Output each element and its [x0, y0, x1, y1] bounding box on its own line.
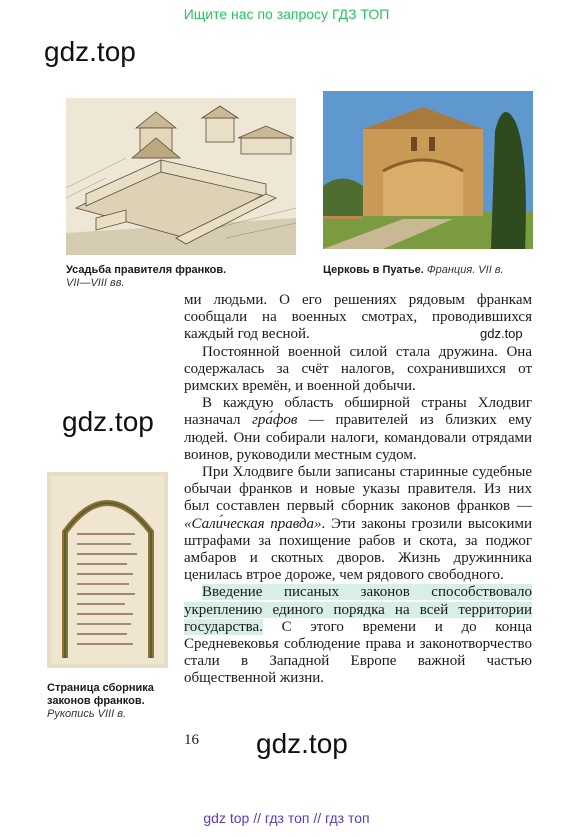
footer-links[interactable]: gdz top // гдз топ // гдз топ	[203, 810, 370, 826]
estate-caption	[66, 264, 306, 290]
paragraph-4-end: . Эти законы грозили высокими штрафами за похищение рабов и скота, за поджог амбаров и скотных дворов. Жизнь дружинника ценилась втрое дороже, чем рядового свободного.	[184, 515, 532, 584]
term-salic-law: «Сали́ческая правда»	[184, 515, 322, 532]
watermark-small: gdz.top	[480, 326, 523, 341]
paragraph-3	[184, 395, 532, 464]
term-grafy: гра́фов	[252, 412, 298, 429]
paragraph-4	[184, 464, 532, 584]
paragraph-2: Постоянной военной силой стала дружина. Она содержалась за счёт налогов, сохранившихся от римских времён, и военной добычи.	[184, 343, 532, 395]
manuscript-caption-date: Рукопись VIII в.	[47, 708, 127, 720]
watermark: gdz.top	[62, 406, 154, 437]
paragraph-5-end: С этого времени и до конца Средневековья соблюдение права и законотворчество стали в Западной Европе важной частью общественной жизни.	[184, 618, 532, 687]
highlighted-statement: Введение писаных законов способствовало укреплению единого порядка на всей территории государства.	[184, 584, 532, 635]
church-caption-title: Церковь в Пуатье.	[323, 264, 424, 276]
top-banner[interactable]: Ищите нас по запросу ГДЗ ТОП	[183, 6, 390, 22]
estate-illustration	[66, 98, 296, 255]
church-photo	[323, 91, 533, 249]
paragraph-5	[184, 584, 532, 687]
estate-caption-title: Усадьба правителя франков.	[66, 264, 227, 276]
paragraph-4-start: При Хлодвиге были записаны старинные судебные обычаи франков и новые указы правителя. Из них был составлен первый сборник законов франков —	[184, 464, 532, 515]
page-number: 16	[184, 732, 199, 748]
church-caption-date: Франция. VII в.	[426, 264, 504, 276]
paragraph-3-start: В каждую область обширной страны Хлодвиг назначал	[184, 395, 532, 429]
main-text	[184, 292, 532, 688]
manuscript-caption-title1: Страница сборника	[47, 682, 154, 694]
church-caption	[323, 264, 553, 277]
watermark: gdz.top	[256, 728, 348, 759]
estate-caption-date: VII—VIII вв.	[66, 277, 125, 289]
paragraph-1: ми людьми. О его решениях рядовым франкам сообщали на военных смотрах, проводившихся каждый год весной.	[184, 292, 532, 343]
manuscript-caption	[47, 682, 187, 721]
paragraph-3-end: — правителей из близких ему людей. Они собирали налоги, командовали отрядами воинов, руководили местным судом.	[184, 412, 532, 463]
manuscript-caption-title2: законов франков.	[47, 695, 145, 707]
watermark: gdz.top	[44, 36, 136, 67]
manuscript-photo	[47, 472, 168, 668]
